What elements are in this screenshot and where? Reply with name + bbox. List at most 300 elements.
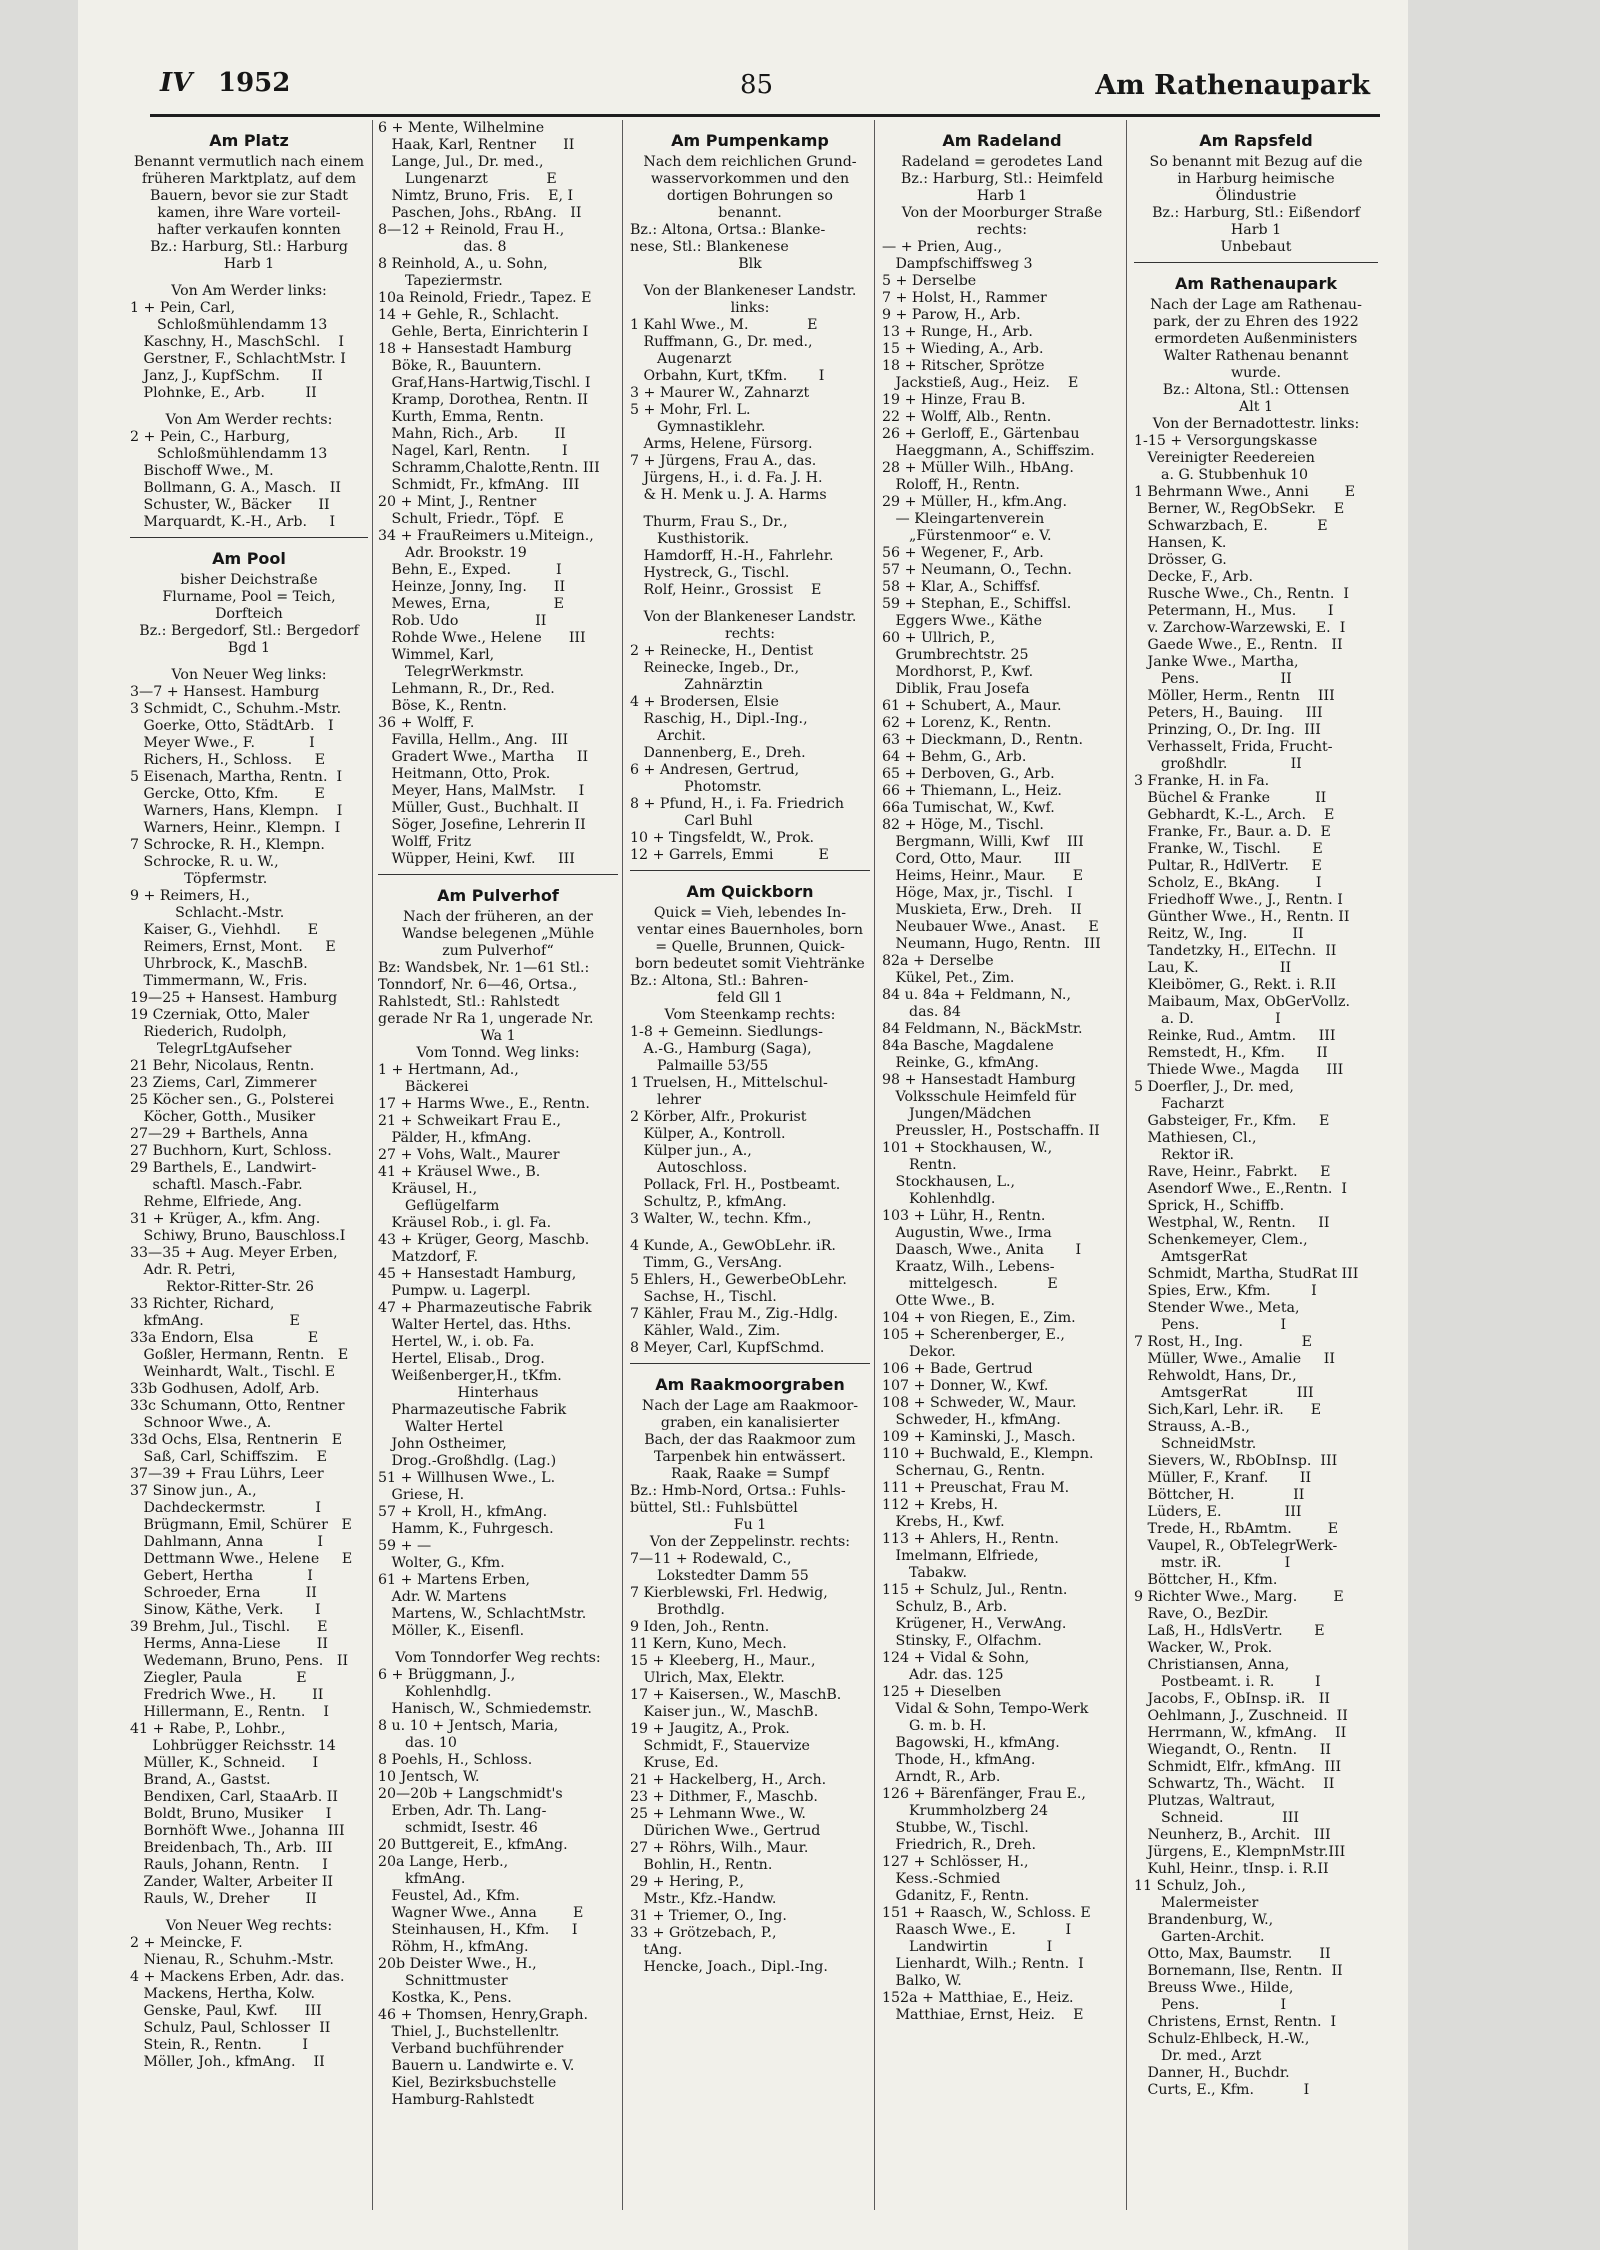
directory-entry: Bäckerei xyxy=(378,1079,469,1095)
street-note: bisher Deichstraße xyxy=(180,572,318,588)
directory-entry: 101 + Stockhausen, W., xyxy=(882,1140,1053,1156)
directory-entry: Goßler, Hermann, Rentn. E xyxy=(130,1347,349,1363)
directory-entry: Graf,Hans-Hartwig,Tischl. I xyxy=(378,375,591,391)
street-heading: Am Pulverhof xyxy=(437,886,559,905)
directory-entry: Haak, Karl, Rentner II xyxy=(378,137,575,153)
directory-entry: 104 + von Riegen, E., Zim. xyxy=(882,1310,1076,1326)
directory-entry: Brand, A., Gastst. xyxy=(130,1772,271,1788)
directory-entry: schmidt, Isestr. 46 xyxy=(378,1820,538,1836)
directory-entry: Diblik, Frau Josefa xyxy=(882,681,1030,697)
street-heading: Am Rathenaupark xyxy=(1175,274,1337,293)
directory-entry: 20 + Mint, J., Rentner xyxy=(378,494,537,510)
street-note: Raak, Raake = Sumpf xyxy=(670,1466,829,1482)
street-note: Benannt vermutlich nach einem xyxy=(133,154,365,170)
directory-entry: Friedrich, R., Dreh. xyxy=(882,1837,1037,1853)
directory-entry: 37—39 + Frau Lührs, Leer xyxy=(130,1466,324,1482)
directory-entry: 7 Kierblewski, Frl. Hedwig, xyxy=(630,1585,828,1601)
directory-entry: Schnoor Wwe., A. xyxy=(130,1415,272,1431)
directory-entry: Nagel, Karl, Rentn. I xyxy=(378,443,568,459)
directory-entry: 1 + Hertmann, Ad., xyxy=(378,1062,519,1078)
directory-entry: Schramm,Chalotte,Rentn. III xyxy=(378,460,600,476)
directory-entry: 57 + Kroll, H., kfmAng. xyxy=(378,1504,548,1520)
directory-entry: Rektor iR. xyxy=(1134,1147,1234,1163)
directory-entry: Büchel & Franke II xyxy=(1134,790,1327,806)
directory-entry: 6 + Brüggmann, J., xyxy=(378,1667,516,1683)
directory-entry: 82 + Höge, M., Tischl. xyxy=(882,817,1044,833)
directory-entry: 33 + Grötzebach, P., xyxy=(630,1925,777,1941)
directory-entry: Rohde Wwe., Helene III xyxy=(378,630,586,646)
directory-entry: Mathiesen, Cl., xyxy=(1134,1130,1257,1146)
directory-entry: Lienhardt, Wilh.; Rentn. I xyxy=(882,1956,1084,1972)
directory-entry: Palmaille 53/55 xyxy=(630,1058,769,1074)
directory-entry: Krummholzberg 24 xyxy=(882,1803,1049,1819)
directory-entry: Volksschule Heimfeld für xyxy=(882,1089,1077,1105)
section-rule xyxy=(1134,262,1378,263)
directory-entry: Gaede Wwe., E., Rentn. II xyxy=(1134,637,1343,653)
directory-entry: Boldt, Bruno, Musiker I xyxy=(130,1806,332,1822)
directory-entry: 27—29 + Barthels, Anna xyxy=(130,1126,308,1142)
directory-entry: 124 + Vidal & Sohn, xyxy=(882,1650,1030,1666)
directory-entry: Heims, Heinr., Maur. E xyxy=(882,868,1084,884)
directory-entry: Hamburg-Rahlstedt xyxy=(378,2092,534,2108)
directory-entry: 11 Kern, Kuno, Mech. xyxy=(630,1636,787,1652)
directory-entry: Hystreck, G., Tischl. xyxy=(630,565,790,581)
directory-entry: 127 + Schlösser, H., xyxy=(882,1854,1029,1870)
directory-entry: Kurth, Emma, Rentn. xyxy=(378,409,544,425)
directory-entry: Lokstedter Damm 55 xyxy=(630,1568,809,1584)
directory-entry: Asendorf Wwe., E.,Rentn. I xyxy=(1134,1181,1347,1197)
directory-entry: Ulrich, Max, Elektr. xyxy=(630,1670,785,1686)
directory-entry: Dr. med., Arzt xyxy=(1134,2048,1262,2064)
street-note: park, der zu Ehren des 1922 xyxy=(1153,314,1359,330)
directory-entry: Weinhardt, Walt., Tischl. E xyxy=(130,1364,336,1380)
directory-entry: Reitz, W., Ing. II xyxy=(1134,926,1304,942)
directory-entry: Heinze, Jonny, Ing. II xyxy=(378,579,566,595)
street-note: Von der Blankeneser Landstr. xyxy=(643,283,857,299)
directory-entry: 25 Köcher sen., G., Polsterei xyxy=(130,1092,334,1108)
directory-entry: Timmermann, W., Fris. xyxy=(130,973,308,989)
directory-entry: Wedemann, Bruno, Pens. II xyxy=(130,1653,349,1669)
directory-entry: Muskieta, Erw., Dreh. II xyxy=(882,902,1082,918)
directory-entry: Facharzt xyxy=(1134,1096,1224,1112)
directory-entry: Bz.: Altona, Stl.: Bahren- xyxy=(630,973,809,989)
directory-entry: nese, Stl.: Blankenese xyxy=(630,239,789,255)
directory-entry: Mahn, Rich., Arb. II xyxy=(378,426,566,442)
directory-entry: Kiel, Bezirksbuchstelle xyxy=(378,2075,557,2091)
directory-entry: Ruffmann, G., Dr. med., xyxy=(630,334,813,350)
directory-entry: Hansen, K. xyxy=(1134,535,1227,551)
directory-entry: 33d Ochs, Elsa, Rentnerin E xyxy=(130,1432,343,1448)
directory-entry: Pumpw. u. Lagerpl. xyxy=(378,1283,531,1299)
directory-entry: 3 Walter, W., techn. Kfm., xyxy=(630,1211,812,1227)
directory-entry: Külper, A., Kontroll. xyxy=(630,1126,786,1142)
directory-entry: Hamm, K., Fuhrgesch. xyxy=(378,1521,554,1537)
directory-entry: Matthiae, Ernst, Heiz. E xyxy=(882,2007,1084,2023)
street-note: Bz.: Altona, Stl.: Ottensen xyxy=(1162,382,1350,398)
directory-entry: Tapeziermstr. xyxy=(378,273,503,289)
street-heading: Am Platz xyxy=(209,131,289,150)
directory-entry: 5 Ehlers, H., GewerbeObLehr. xyxy=(630,1272,847,1288)
directory-entry: Töpfermstr. xyxy=(130,871,268,887)
directory-entry: Westphal, W., Rentn. II xyxy=(1134,1215,1330,1231)
directory-entry: 61 + Schubert, A., Maur. xyxy=(882,698,1062,714)
directory-entry: Christens, Ernst, Rentn. I xyxy=(1134,2014,1337,2030)
directory-entry: Kaiser, G., Viehhdl. E xyxy=(130,922,319,938)
directory-entry: 13 + Runge, H., Arb. xyxy=(882,324,1033,340)
directory-entry: 23 Ziems, Carl, Zimmerer xyxy=(130,1075,317,1091)
directory-entry: 59 + — xyxy=(378,1538,432,1554)
directory-entry: 2 + Reinecke, H., Dentist xyxy=(630,643,814,659)
spacer xyxy=(630,273,870,283)
directory-entry: Kükel, Pet., Zim. xyxy=(882,970,1015,986)
directory-entry: Friedhoff Wwe., J., Rentn. I xyxy=(1134,892,1343,908)
directory-entry: 60 + Ullrich, P., xyxy=(882,630,996,646)
directory-entry: 31 + Triemer, O., Ing. xyxy=(630,1908,787,1924)
directory-entry: Otto, Max, Baumstr. II xyxy=(1134,1946,1331,1962)
street-note: dortigen Bohrungen so xyxy=(667,188,833,204)
directory-entry: Breidenbach, Th., Arb. III xyxy=(130,1840,333,1856)
header-rule xyxy=(150,114,1380,117)
directory-entry: Dahlmann, Anna I xyxy=(130,1534,323,1550)
directory-entry: Vidal & Sohn, Tempo-Werk xyxy=(882,1701,1089,1717)
directory-entry: 64 + Behm, G., Arb. xyxy=(882,749,1027,765)
street-note: kamen, ihre Ware vorteil- xyxy=(157,205,341,221)
directory-entry: Pens. II xyxy=(1134,671,1292,687)
directory-entry: 22 + Wolff, Alb., Rentn. xyxy=(882,409,1052,425)
directory-entry: Rave, O., BezDir. xyxy=(1134,1606,1269,1622)
directory-entry: 98 + Hansestadt Hamburg xyxy=(882,1072,1076,1088)
street-note: Von der Bernadottestr. links: xyxy=(1152,416,1360,432)
directory-entry: Remstedt, H., Kfm. II xyxy=(1134,1045,1328,1061)
directory-entry: Bz.: Hmb-Nord, Ortsa.: Fuhls- xyxy=(630,1483,846,1499)
street-note: Bauern, bevor sie zur Stadt xyxy=(150,188,348,204)
directory-entry: 51 + Willhusen Wwe., L. xyxy=(378,1470,556,1486)
directory-entry: Richers, H., Schloss. E xyxy=(130,752,326,768)
directory-entry: 84 Feldmann, N., BäckMstr. xyxy=(882,1021,1083,1037)
directory-entry: Bischoff Wwe., M. xyxy=(130,463,274,479)
directory-entry: 5 Eisenach, Martha, Rentn. I xyxy=(130,769,343,785)
directory-entry: 33c Schumann, Otto, Rentner xyxy=(130,1398,345,1414)
directory-entry: Drog.-Großhdlg. (Lag.) xyxy=(378,1453,557,1469)
directory-entry: 17 + Harms Wwe., E., Rentn. xyxy=(378,1096,590,1112)
directory-entry: 36 + Wolff, F. xyxy=(378,715,475,731)
directory-entry: Meyer, Hans, MalMstr. I xyxy=(378,783,585,799)
directory-entry: Daasch, Wwe., Anita I xyxy=(882,1242,1082,1258)
directory-entry: Wolter, G., Kfm. xyxy=(378,1555,505,1571)
directory-entry: Erben, Adr. Th. Lang- xyxy=(378,1803,547,1819)
street-note: Harb 1 xyxy=(1230,222,1282,238)
directory-entry: Roloff, H., Rentn. xyxy=(882,477,1020,493)
directory-entry: 103 + Lühr, H., Rentn. xyxy=(882,1208,1046,1224)
street-note: Von Am Werder rechts: xyxy=(165,412,333,428)
street-note: Dorfteich xyxy=(215,606,283,622)
directory-entry: Wolff, Fritz xyxy=(378,834,472,850)
street-note: Von Neuer Weg rechts: xyxy=(165,1918,333,1934)
street-note: Bz.: Bergedorf, Stl.: Bergedorf xyxy=(139,623,359,639)
directory-entry: Augenarzt xyxy=(630,351,732,367)
directory-entry: 58 + Klar, A., Schiffsf. xyxy=(882,579,1041,595)
directory-entry: Günther Wwe., H., Rentn. II xyxy=(1134,909,1350,925)
directory-entry: Genske, Paul, Kwf. III xyxy=(130,2003,322,2019)
directory-entry: Hertel, Elisab., Drog. xyxy=(378,1351,545,1367)
directory-entry: Sachse, H., Tischl. xyxy=(630,1289,777,1305)
directory-entry: Adr. R. Petri, xyxy=(130,1262,236,1278)
street-note: benannt. xyxy=(718,205,782,221)
street-note: Bgd 1 xyxy=(227,640,271,656)
directory-entry: Autoschloss. xyxy=(630,1160,748,1176)
directory-entry: Lohbrügger Reichsstr. 14 xyxy=(130,1738,336,1754)
directory-entry: Weißenberger,H., tKfm. xyxy=(378,1368,562,1384)
directory-entry: Martens, W., SchlachtMstr. xyxy=(378,1606,587,1622)
directory-entry: Pollack, Frl. H., Postbeamt. xyxy=(630,1177,841,1193)
directory-entry: Brandenburg, W., xyxy=(1134,1912,1274,1928)
directory-entry: Müller, Gust., Buchhalt. II xyxy=(378,800,579,816)
street-note: Von Am Werder links: xyxy=(171,283,327,299)
directory-entry: Laß, H., HdlsVertr. E xyxy=(1134,1623,1325,1639)
directory-entry: Reinke, Rud., Amtm. III xyxy=(1134,1028,1336,1044)
directory-entry: Walter Hertel, das. Hths. xyxy=(378,1317,572,1333)
directory-entry: Cord, Otto, Maur. III xyxy=(882,851,1071,867)
directory-entry: Jungen/Mädchen xyxy=(882,1106,1032,1122)
directory-entry: G. m. b. H. xyxy=(882,1718,987,1734)
directory-entry: Stubbe, W., Tischl. xyxy=(882,1820,1029,1836)
directory-entry: Brügmann, Emil, Schürer E xyxy=(130,1517,352,1533)
directory-entry: 23 + Dithmer, F., Maschb. xyxy=(630,1789,818,1805)
directory-entry: 66a Tumischat, W., Kwf. xyxy=(882,800,1055,816)
street-note: Vom Tonndorfer Weg rechts: xyxy=(395,1650,601,1666)
directory-entry: Böttcher, H., Kfm. xyxy=(1134,1572,1278,1588)
directory-entry: 59 + Stephan, E., Schiffsl. xyxy=(882,596,1072,612)
directory-entry: 12 + Garrels, Emmi E xyxy=(630,847,829,863)
directory-entry: AmtsgerRat xyxy=(1134,1249,1248,1265)
street-note: = Quelle, Brunnen, Quick- xyxy=(655,939,845,955)
directory-entry: 43 + Krüger, Georg, Maschb. xyxy=(378,1232,590,1248)
directory-entry: Mstr., Kfz.-Handw. xyxy=(630,1891,777,1907)
directory-entry: 1 Kahl Wwe., M. E xyxy=(630,317,818,333)
directory-entry: Otte Wwe., B. xyxy=(882,1293,996,1309)
street-note: Ölindustrie xyxy=(1215,188,1297,204)
directory-entry: Kohlenhdlg. xyxy=(378,1684,492,1700)
directory-entry: Schrocke, R. u. W., xyxy=(130,854,279,870)
directory-entry: Thiel, J., Buchstellenltr. xyxy=(378,2024,560,2040)
directory-entry: 84a Basche, Magdalene xyxy=(882,1038,1054,1054)
directory-entry: Warners, Hans, Klempn. I xyxy=(130,803,343,819)
street-note: rechts: xyxy=(724,626,776,642)
directory-entry: Rektor-Ritter-Str. 26 xyxy=(130,1279,314,1295)
street-note: zum Pulverhof“ xyxy=(442,943,554,959)
directory-entry: Dürichen Wwe., Gertrud xyxy=(630,1823,821,1839)
directory-entry: mstr. iR. I xyxy=(1134,1555,1291,1571)
directory-entry: Nimtz, Bruno, Fris. E, I xyxy=(378,188,574,204)
street-note: Flurname, Pool = Teich, xyxy=(162,589,336,605)
directory-entry: 3 Schmidt, C., Schuhm.-Mstr. xyxy=(130,701,342,717)
directory-entry: Haeggmann, A., Schiffszim. xyxy=(882,443,1095,459)
street-heading: Am Rapsfeld xyxy=(1199,131,1313,150)
directory-entry: AmtsgerRat III xyxy=(1134,1385,1314,1401)
directory-entry: Kaiser jun., W., MaschB. xyxy=(630,1704,819,1720)
directory-entry: Rahlstedt, Stl.: Rahlstedt xyxy=(378,994,560,1010)
directory-entry: Stinsky, F., Olfachm. xyxy=(882,1633,1042,1649)
directory-entry: Reimers, Ernst, Mont. E xyxy=(130,939,336,955)
street-heading: Am Raakmoorgraben xyxy=(655,1375,845,1394)
directory-entry: Augustin, Wwe., Irma xyxy=(882,1225,1052,1241)
directory-entry: Schmidt, Elfr., kfmAng. III xyxy=(1134,1759,1342,1775)
directory-entry: Gebert, Hertha I xyxy=(130,1568,313,1584)
directory-entry: Bauern u. Landwirte e. V. xyxy=(378,2058,575,2074)
street-note: Walter Rathenau benannt xyxy=(1163,348,1349,364)
street-note: rechts: xyxy=(976,222,1028,238)
directory-entry: Tonndorf, Nr. 6—46, Ortsa., xyxy=(378,977,578,993)
spacer xyxy=(630,1228,870,1238)
directory-entry: 14 + Gehle, R., Schlacht. xyxy=(378,307,560,323)
street-note: So benannt mit Bezug auf die xyxy=(1149,154,1363,170)
directory-entry: 2 Körber, Alfr., Prokurist xyxy=(630,1109,807,1125)
directory-entry: 29 + Hering, P., xyxy=(630,1874,744,1890)
directory-entry: Janke Wwe., Martha, xyxy=(1134,654,1299,670)
directory-entry: Mordhorst, P., Kwf. xyxy=(882,664,1034,680)
directory-entry: Dettmann Wwe., Helene E xyxy=(130,1551,353,1567)
directory-entry: 66 + Thiemann, L., Heiz. xyxy=(882,783,1062,799)
directory-entry: 28 + Müller Wilh., HbAng. xyxy=(882,460,1074,476)
directory-entry: mittelgesch. E xyxy=(882,1276,1058,1292)
directory-entry: 27 + Röhrs, Wilh., Maur. xyxy=(630,1840,809,1856)
street-note: Hinterhaus xyxy=(457,1385,539,1401)
directory-entry: Söger, Josefine, Lehrerin II xyxy=(378,817,586,833)
directory-entry: Herms, Anna-Liese II xyxy=(130,1636,328,1652)
directory-entry: 37 Sinow jun., A., xyxy=(130,1483,257,1499)
year: 1952 xyxy=(218,68,291,98)
directory-entry: Rolf, Heinr., Grossist E xyxy=(630,582,822,598)
directory-entry: Pälder, H., kfmAng. xyxy=(378,1130,532,1146)
directory-entry: das. 10 xyxy=(378,1735,457,1751)
directory-entry: Bendixen, Carl, StaaArb. II xyxy=(130,1789,338,1805)
directory-entry: Rauls, Johann, Rentn. I xyxy=(130,1857,328,1873)
directory-entry: Prinzing, O., Dr. Ing. III xyxy=(1134,722,1321,738)
directory-entry: 151 + Raasch, W., Schloss. E xyxy=(882,1905,1091,1921)
directory-entry: Tabakw. xyxy=(882,1565,967,1581)
directory-entry: 7 Schrocke, R. H., Klempn. xyxy=(130,837,325,853)
directory-entry: Neumann, Hugo, Rentn. III xyxy=(882,936,1101,952)
directory-entry: Postbeamt. i. R. I xyxy=(1134,1674,1321,1690)
directory-entry: 33b Godhusen, Adolf, Arb. xyxy=(130,1381,320,1397)
directory-entry: Möller, K., Eisenfl. xyxy=(378,1623,525,1639)
directory-entry: Sich,Karl, Lehr. iR. E xyxy=(1134,1402,1322,1418)
directory-entry: das. 84 xyxy=(882,1004,961,1020)
directory-entry: 7 Rost, H., Ing. E xyxy=(1134,1334,1312,1350)
directory-entry: Lange, Jul., Dr. med., xyxy=(378,154,544,170)
street-note: Blk xyxy=(738,256,762,272)
directory-entry: Gehle, Berta, Einrichterin I xyxy=(378,324,589,340)
directory-entry: Bz.: Altona, Ortsa.: Blanke- xyxy=(630,222,826,238)
directory-entry: Vaupel, R., ObTelegrWerk- xyxy=(1134,1538,1338,1554)
directory-entry: Rauls, W., Dreher II xyxy=(130,1891,317,1907)
directory-entry: 41 + Kräusel Wwe., B. xyxy=(378,1164,541,1180)
directory-entry: 4 + Mackens Erben, Adr. das. xyxy=(130,1969,345,1985)
directory-entry: 19 + Hinze, Frau B. xyxy=(882,392,1026,408)
street-note: Radeland = gerodetes Land xyxy=(901,154,1103,170)
directory-entry: Favilla, Hellm., Ang. III xyxy=(378,732,569,748)
directory-entry: 20b Deister Wwe., H., xyxy=(378,1956,537,1972)
directory-entry: großhdlr. II xyxy=(1134,756,1302,772)
street-note: Unbebaut xyxy=(1220,239,1292,255)
directory-entry: 57 + Neumann, O., Techn. xyxy=(882,562,1072,578)
directory-entry: Tandetzky, H., ElTechn. II xyxy=(1134,943,1337,959)
directory-entry: Kramp, Dorothea, Rentn. II xyxy=(378,392,589,408)
street-note: Vom Steenkamp rechts: xyxy=(664,1007,836,1023)
directory-entry: Adr. Brookstr. 19 xyxy=(378,545,527,561)
directory-entry: lehrer xyxy=(630,1092,702,1108)
directory-entry: Franke, W., Tischl. E xyxy=(1134,841,1323,857)
directory-entry: Sprick, H., Schiffb. xyxy=(1134,1198,1285,1214)
directory-entry: Eggers Wwe., Käthe xyxy=(882,613,1042,629)
directory-entry: 7 Kähler, Frau M., Zig.-Hdlg. xyxy=(630,1306,839,1322)
directory-entry: Orbahn, Kurt, tKfm. I xyxy=(630,368,825,384)
directory-entry: Grumbrechtstr. 25 xyxy=(882,647,1029,663)
directory-entry: 126 + Bärenfänger, Frau E., xyxy=(882,1786,1086,1802)
directory-entry: 11 Schulz, Joh., xyxy=(1134,1878,1246,1894)
directory-entry: Hillermann, E., Rentn. I xyxy=(130,1704,329,1720)
directory-entry: Bornemann, Ilse, Rentn. II xyxy=(1134,1963,1343,1979)
directory-entry: Hertel, W., i. ob. Fa. xyxy=(378,1334,535,1350)
directory-entry: Gabsteiger, Fr., Kfm. E xyxy=(1134,1113,1330,1129)
directory-entry: A.-G., Hamburg (Saga), xyxy=(630,1041,812,1057)
directory-entry: gerade Nr Ra 1, ungerade Nr. xyxy=(378,1011,594,1027)
directory-entry: 1 Behrmann Wwe., Anni E xyxy=(1134,484,1356,500)
directory-entry: Schweder, H., kfmAng. xyxy=(882,1412,1061,1428)
directory-entry: Neubauer Wwe., Anast. E xyxy=(882,919,1099,935)
directory-entry: Jürgens, H., i. d. Fa. J. H. xyxy=(630,470,823,486)
directory-entry: 4 + Brodersen, Elsie xyxy=(630,694,779,710)
directory-entry: Kess.-Schmied xyxy=(882,1871,1001,1887)
directory-entry: 2 + Meincke, F. xyxy=(130,1935,243,1951)
directory-entry: Wacker, W., Prok. xyxy=(1134,1640,1273,1656)
directory-entry: Pens. I xyxy=(1134,1997,1287,2013)
directory-entry: Schroeder, Erna II xyxy=(130,1585,317,1601)
directory-entry: Thiede Wwe., Magda III xyxy=(1134,1062,1344,1078)
directory-entry: 19 Czerniak, Otto, Maler xyxy=(130,1007,310,1023)
directory-entry: 56 + Wegener, F., Arb. xyxy=(882,545,1044,561)
directory-entry: Böttcher, H. II xyxy=(1134,1487,1305,1503)
directory-entry: Hamdorff, H.-H., Fahrlehr. xyxy=(630,548,834,564)
street-note: Bach, der das Raakmoor zum xyxy=(644,1432,856,1448)
directory-entry: 63 + Dieckmann, D., Rentn. xyxy=(882,732,1083,748)
directory-entry: 3 Franke, H. in Fa. xyxy=(1134,773,1270,789)
directory-entry: Pens. I xyxy=(1134,1317,1287,1333)
directory-entry: Lehmann, R., Dr., Red. xyxy=(378,681,555,697)
directory-entry: Gercke, Otto, Kfm. E xyxy=(130,786,325,802)
directory-entry: 21 + Hackelberg, H., Arch. xyxy=(630,1772,827,1788)
volume-number: IV xyxy=(160,68,193,98)
directory-entry: Dekor. xyxy=(882,1344,956,1360)
directory-entry: 61 + Martens Erben, xyxy=(378,1572,531,1588)
directory-entry: Behn, E., Exped. I xyxy=(378,562,562,578)
directory-entry: Herrmann, W., kfmAng. II xyxy=(1134,1725,1347,1741)
directory-entry: Geflügelfarm xyxy=(378,1198,500,1214)
directory-entry: Verhasselt, Frida, Frucht- xyxy=(1134,739,1333,755)
directory-entry: Gdanitz, F., Rentn. xyxy=(882,1888,1029,1904)
directory-entry: Bz: Wandsbek, Nr. 1—61 Stl.: xyxy=(378,960,590,976)
directory-entry: Goerke, Otto, StädtArb. I xyxy=(130,718,334,734)
directory-entry: Arndt, R., Arb. xyxy=(882,1769,1001,1785)
column-3 xyxy=(630,120,870,2220)
directory-entry: Franke, Fr., Baur. a. D. E xyxy=(1134,824,1331,840)
street-note: Fu 1 xyxy=(733,1517,767,1533)
street-note: ventar eines Bauernholes, born xyxy=(636,922,864,938)
directory-entry: Paschen, Johs., RbAng. II xyxy=(378,205,582,221)
directory-entry: Heitmann, Otto, Prok. xyxy=(378,766,551,782)
section-rule xyxy=(130,537,368,538)
directory-entry: Spies, Erw., Kfm. I xyxy=(1134,1283,1317,1299)
